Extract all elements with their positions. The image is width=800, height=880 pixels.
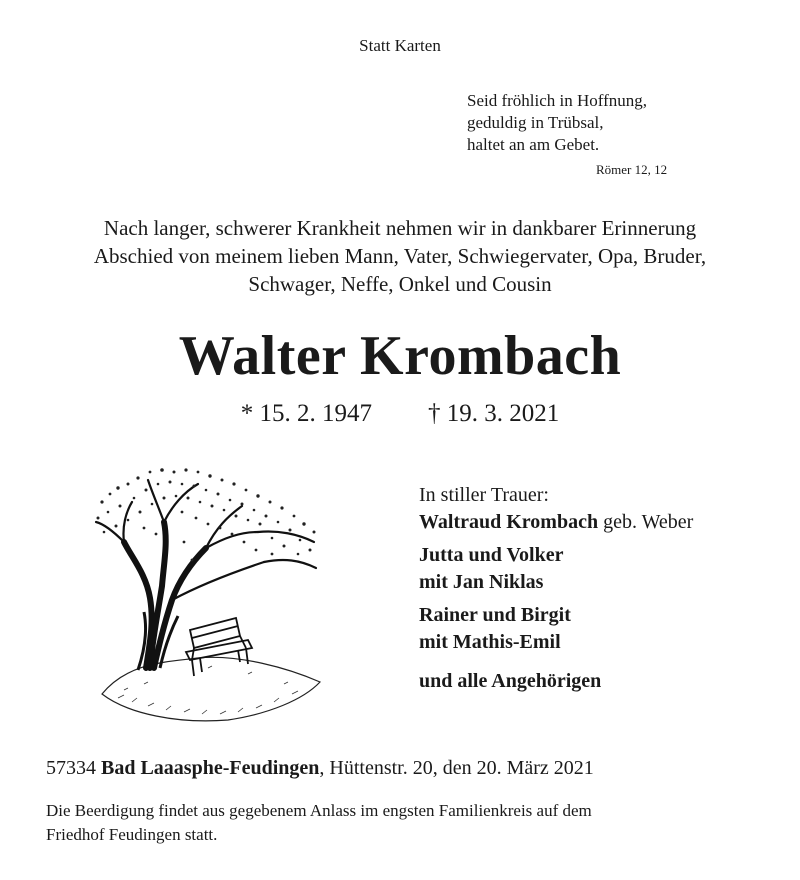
spouse-name: Waltraud Krombach — [419, 511, 599, 533]
death-date: † 19. 3. 2021 — [428, 400, 560, 427]
address-line — [46, 757, 594, 780]
notice-header: Statt Karten — [359, 36, 441, 55]
mourners-intro: In stiller Trauer: — [419, 484, 549, 506]
spouse-line — [419, 509, 693, 536]
family-line: Jutta und Volker — [419, 544, 564, 566]
funeral-note — [46, 799, 766, 847]
verse-line: geduldig in Trübsal, — [467, 113, 604, 132]
address-rest: , Hüttenstr. 20, den 20. März 2021 — [319, 757, 594, 779]
mourners-list — [419, 482, 693, 695]
funeral-note-line: Die Beerdigung findet aus gegebenem Anlass im engsten Familienkreis auf dem — [46, 801, 592, 820]
postal-code: 57334 — [46, 757, 101, 779]
family-line: Rainer und Birgit — [419, 604, 571, 626]
intro-line: Schwager, Neffe, Onkel und Cousin — [248, 272, 552, 296]
deceased-name: Walter Krombach — [178, 325, 622, 387]
spouse-maiden-name: geb. Weber — [598, 511, 694, 533]
tree-with-bench-icon — [88, 462, 324, 724]
life-dates — [0, 400, 800, 428]
birth-date: * 15. 2. 1947 — [240, 400, 372, 427]
verse-line: haltet an am Gebet. — [467, 135, 600, 154]
family-line: mit Jan Niklas — [419, 571, 544, 593]
funeral-note-line: Friedhof Feudingen statt. — [46, 825, 218, 844]
family-line: mit Mathis-Emil — [419, 631, 561, 653]
intro-text — [0, 214, 800, 298]
verse-reference: Römer 12, 12 — [596, 162, 668, 177]
intro-line: Abschied von meinem lieben Mann, Vater, Schwiegervater, Opa, Bruder, — [93, 244, 707, 268]
bible-verse — [467, 90, 647, 156]
intro-line: Nach langer, schwerer Krankheit nehmen wir in dankbarer Erinnerung — [103, 216, 697, 240]
relatives-line: und alle Angehörigen — [419, 670, 602, 692]
verse-line: Seid fröhlich in Hoffnung, — [467, 91, 648, 110]
town-name: Bad Laaasphe-Feudingen — [101, 757, 320, 779]
